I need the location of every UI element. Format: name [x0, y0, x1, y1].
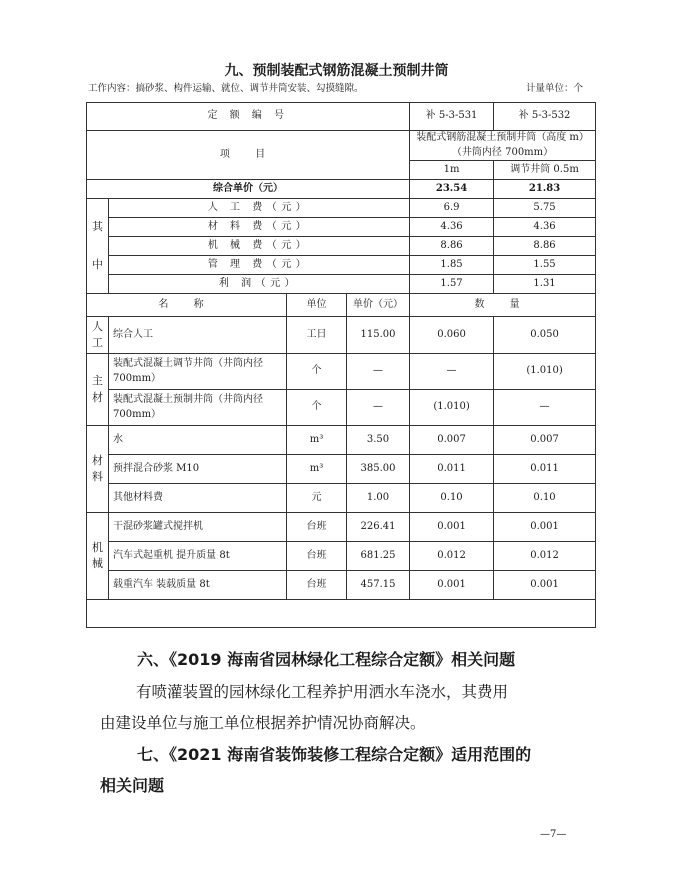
machine-row	[87, 571, 596, 600]
row-name: 水	[109, 426, 287, 455]
labor-row	[87, 317, 596, 354]
item-desc	[410, 131, 596, 161]
machine-group-label: 机械	[87, 513, 109, 600]
row-qty-1: 0.007	[410, 426, 494, 455]
col-head-name: 名 称	[87, 294, 287, 317]
row-qty-2: 0.001	[494, 571, 596, 600]
row-price: —	[347, 390, 410, 426]
row-name: 预拌混合砂浆 M10	[109, 455, 287, 484]
fee-name: 利 润（元）	[109, 275, 410, 294]
of-which-bottom: 中	[92, 258, 103, 271]
labor-group-label: 人工	[87, 317, 109, 354]
row-unit: 台班	[287, 513, 347, 542]
machine-row	[87, 542, 596, 571]
fee-row	[87, 256, 596, 275]
col-head-unit: 单位	[287, 294, 347, 317]
material-row	[87, 484, 596, 513]
main-group-label: 主材	[87, 354, 109, 426]
section-6-line-1: 有喷灌装置的园林绿化工程养护用洒水车浇水，其费用	[136, 683, 509, 701]
item-desc-line-2: （井筒内径 700mm）	[451, 146, 554, 158]
quota-code-1: 补 5-3-531	[410, 103, 494, 131]
row-unit: 个	[287, 354, 347, 390]
fee-value-2: 1.55	[494, 256, 596, 275]
row-qty-1: 0.060	[410, 317, 494, 354]
row-qty-2: 0.012	[494, 542, 596, 571]
fee-value-1: 4.36	[410, 218, 494, 237]
row-qty-2: 0.001	[494, 513, 596, 542]
item-desc-row	[87, 131, 596, 161]
row-price: 385.00	[347, 455, 410, 484]
measure-unit: 计量单位：个	[525, 83, 583, 94]
quota-code-2: 补 5-3-532	[494, 103, 596, 131]
section-6-heading: 六、《2019 海南省园林绿化工程综合定额》相关问题	[137, 650, 516, 669]
row-unit: m³	[287, 455, 347, 484]
of-which-top: 其	[92, 220, 103, 234]
row-unit: 工日	[287, 317, 347, 354]
material-row	[87, 426, 596, 455]
row-qty-2: 0.011	[494, 455, 596, 484]
blank-row	[87, 600, 596, 628]
row-price: 226.41	[347, 513, 410, 542]
row-unit: 台班	[287, 571, 347, 600]
blank-cell	[87, 600, 596, 628]
row-qty-1: 0.10	[410, 484, 494, 513]
row-unit: m³	[287, 426, 347, 455]
total-label: 综合单价（元）	[87, 180, 410, 199]
fee-value-2: 5.75	[494, 199, 596, 218]
row-qty-2: (1.010)	[494, 354, 596, 390]
page-number: —7—	[540, 829, 567, 840]
fee-name: 管 理 费（元）	[109, 256, 410, 275]
fee-value-1: 1.85	[410, 256, 494, 275]
work-content: 工作内容：搞砂浆、构件运输、就位、调节井筒安装、勾摸缝隙。	[88, 83, 364, 94]
of-which-label	[87, 199, 109, 294]
total-value-2: 21.83	[494, 180, 596, 199]
row-name: 其他材料费	[109, 484, 287, 513]
fee-row	[87, 218, 596, 237]
row-name: 干混砂浆罐式搅拌机	[109, 513, 287, 542]
fee-value-1: 6.9	[410, 199, 494, 218]
total-value-1: 23.54	[410, 180, 494, 199]
main-row	[87, 354, 596, 390]
sub-head-1: 1m	[410, 161, 494, 180]
row-name: 载重汽车 装载质量 8t	[109, 571, 287, 600]
fee-value-2: 4.36	[494, 218, 596, 237]
row-qty-1: 0.001	[410, 513, 494, 542]
fee-row	[87, 275, 596, 294]
section-7-heading-line-2: 相关问题	[100, 776, 165, 795]
row-price: 457.15	[347, 571, 410, 600]
item-label: 项 目	[87, 131, 410, 180]
row-unit: 台班	[287, 542, 347, 571]
item-desc-line-1: 装配式钢筋混凝土预制井筒（高度 m）	[416, 132, 589, 143]
col-head-qty: 数 量	[410, 294, 596, 317]
table-title: 九、预制装配式钢筋混凝土预制井筒	[224, 63, 449, 79]
main-row	[87, 390, 596, 426]
fee-value-1: 8.86	[410, 237, 494, 256]
fee-name: 机 械 费（元）	[109, 237, 410, 256]
row-qty-2: 0.050	[494, 317, 596, 354]
row-price: —	[347, 354, 410, 390]
machine-row	[87, 513, 596, 542]
row-name: 装配式混凝土预制井筒（井筒内径 700mm）	[109, 390, 287, 426]
row-name: 综合人工	[109, 317, 287, 354]
row-name: 汽车式起重机 提升质量 8t	[109, 542, 287, 571]
row-price: 681.25	[347, 542, 410, 571]
row-qty-1: 0.011	[410, 455, 494, 484]
fee-row	[87, 237, 596, 256]
quota-table	[86, 102, 596, 628]
row-qty-1: 0.012	[410, 542, 494, 571]
material-group-label: 材料	[87, 426, 109, 513]
sub-head-2: 调节井筒 0.5m	[494, 161, 596, 180]
row-qty-1: —	[410, 354, 494, 390]
quota-code-row	[87, 103, 596, 131]
column-head-row	[87, 294, 596, 317]
row-qty-1: (1.010)	[410, 390, 494, 426]
row-qty-2: 0.10	[494, 484, 596, 513]
row-price: 3.50	[347, 426, 410, 455]
row-price: 115.00	[347, 317, 410, 354]
col-head-price: 单价（元）	[347, 294, 410, 317]
quota-code-label: 定 额 编 号	[87, 103, 410, 131]
fee-name: 材 料 费（元）	[109, 218, 410, 237]
section-6-line-2: 由建设单位与施工单位根据养护情况协商解决。	[100, 714, 426, 732]
row-qty-2: —	[494, 390, 596, 426]
row-price: 1.00	[347, 484, 410, 513]
row-qty-2: 0.007	[494, 426, 596, 455]
section-7-heading-line-1: 七、《2021 海南省装饰装修工程综合定额》适用范围的	[137, 745, 532, 764]
fee-value-2: 8.86	[494, 237, 596, 256]
total-row	[87, 180, 596, 199]
row-unit: 个	[287, 390, 347, 426]
material-row	[87, 455, 596, 484]
fee-value-1: 1.57	[410, 275, 494, 294]
fee-name: 人 工 费（元）	[109, 199, 410, 218]
fee-row	[87, 199, 596, 218]
row-qty-1: 0.001	[410, 571, 494, 600]
row-name: 装配式混凝土调节井筒（井筒内径 700mm）	[109, 354, 287, 390]
fee-value-2: 1.31	[494, 275, 596, 294]
row-unit: 元	[287, 484, 347, 513]
